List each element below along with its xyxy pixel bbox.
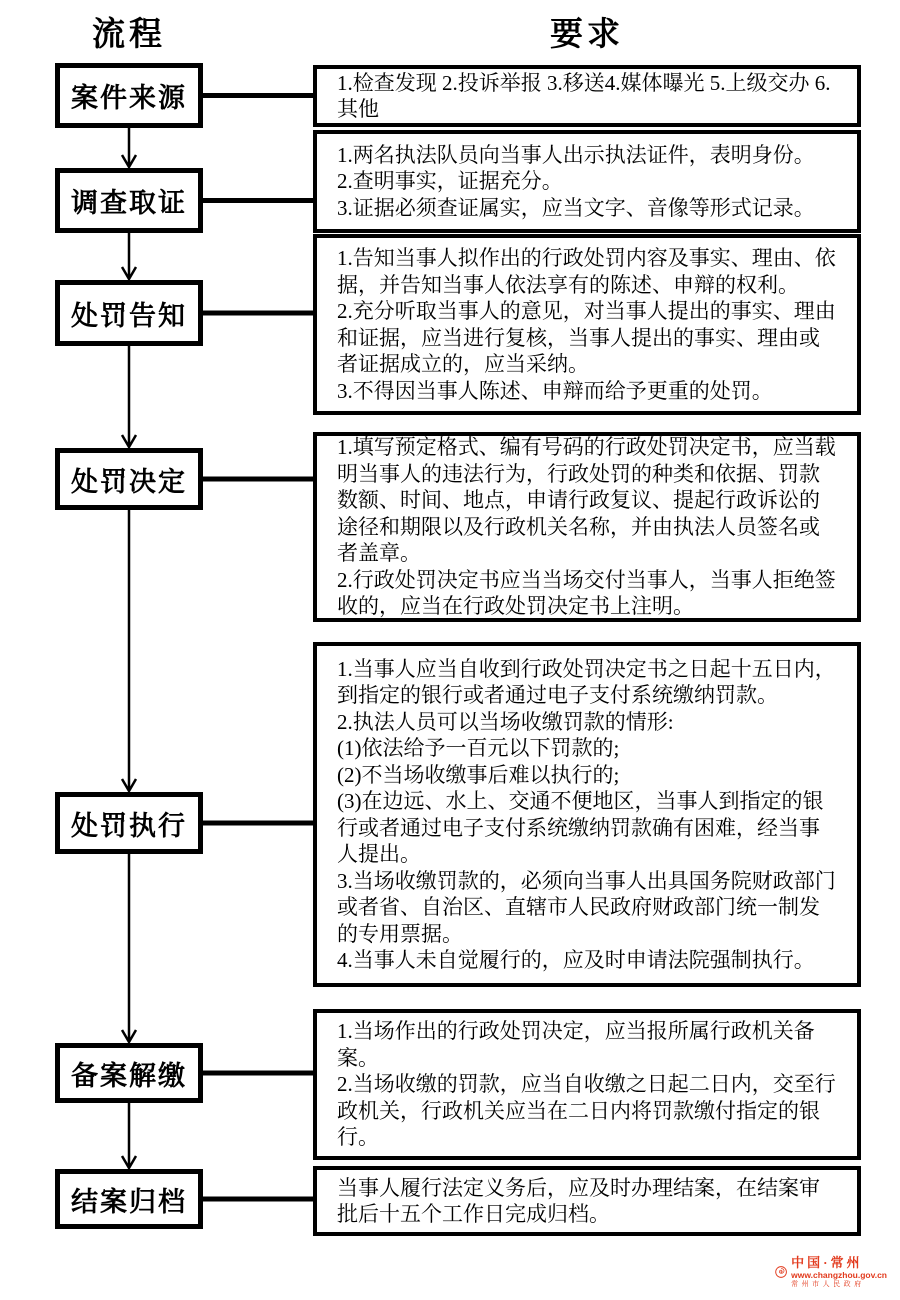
requirement-item: 1.两名执法队员向当事人出示执法证件，表明身份。: [337, 142, 815, 167]
requirement-item: 1.填写预定格式、编有号码的行政处罚决定书，应当载明当事人的违法行为，行政处罚的种类和依据、罚款数额、时间、地点，申请行政复议、提起行政诉讼的途径和期限以及行政机关名称，并由执法人员签名或者盖章。: [337, 435, 836, 566]
requirement-box-penalty-execution: [313, 642, 861, 987]
flow-node-penalty-notice: [55, 280, 203, 346]
gov-logo-subtitle: 常州市人民政府: [791, 1280, 865, 1289]
down-arrow-icon: [122, 852, 136, 1042]
requirement-box-penalty-notice: [313, 234, 861, 415]
requirement-item: 1.告知当事人拟作出的行政处罚内容及事实、理由、依据，并告知当事人依法享有的陈述、申辩的权利。: [337, 246, 836, 297]
requirement-box-investigation: [313, 130, 861, 233]
requirement-item: 当事人履行法定义务后，应及时办理结案，在结案审批后十五个工作日完成归档。: [337, 1175, 820, 1226]
down-arrow-icon: [122, 1101, 136, 1168]
requirement-box-penalty-decision: [313, 432, 861, 622]
requirement-item: 1.当事人应当自收到行政处罚决定书之日起十五日内，到指定的银行或者通过电子支付系统缴纳罚款。: [337, 656, 836, 707]
gov-logo-url: www.changzhou.gov.cn: [791, 1269, 887, 1280]
process-column-header: 流程: [92, 17, 166, 53]
requirement-item: 3.不得因当事人陈述、申辩而给予更重的处罚。: [337, 378, 773, 403]
gov-logo: [775, 1252, 887, 1292]
flow-node-label: 案件来源: [71, 83, 187, 113]
horizontal-connector-lines: [200, 96, 317, 1200]
gov-logo-title: 中国·常州: [791, 1254, 863, 1270]
requirement-item: (1)依法给予一百元以下罚款的;: [337, 736, 620, 760]
dragon-seal-icon: [775, 1255, 787, 1289]
gov-logo-text: [791, 1256, 887, 1289]
down-arrow-icon: [122, 508, 136, 791]
down-arrow-icon: [122, 344, 136, 447]
flow-node-case-closing: [55, 1169, 203, 1229]
requirement-item: 1.检查发现 2.投诉举报 3.移送4.媒体曝光 5.上级交办 6.其他: [337, 70, 831, 121]
requirement-item: 2.执法人员可以当场收缴罚款的情形:: [337, 709, 674, 734]
requirement-item: 2.充分听取当事人的意见，对当事人提出的事实、理由和证据，应当进行复核，当事人提出的事实、理由或者证据成立的，应当采纳。: [337, 299, 836, 376]
requirements-column-header: 要求: [550, 17, 624, 53]
requirement-item: 3.当场收缴罚款的，必须向当事人出具国务院财政部门或者省、自治区、直辖市人民政府财政部门统一制发的专用票据。: [337, 868, 836, 946]
requirement-item: 1.当场作出的行政处罚决定，应当报所属行政机关备案。: [337, 1019, 815, 1070]
requirement-item: 2.行政处罚决定书应当当场交付当事人，当事人拒绝签收的，应当在行政处罚决定书上注明。: [337, 567, 836, 619]
flow-node-filing-remittance: [55, 1043, 203, 1103]
down-arrow-icon: [122, 126, 136, 167]
flow-node-penalty-decision: [55, 448, 203, 510]
flow-node-label: 处罚告知: [71, 300, 187, 331]
requirement-item: (2)不当场收缴事后难以执行的;: [337, 762, 620, 787]
requirement-item: 4.当事人未自觉履行的，应及时申请法院强制执行。: [337, 948, 815, 972]
flow-node-penalty-execution: [55, 792, 203, 854]
flow-node-case-source: [55, 63, 203, 128]
requirement-box-filing-remittance: [313, 1009, 861, 1160]
flow-node-label: 处罚决定: [71, 466, 187, 497]
requirement-item: (3)在边远、水上、交通不便地区，当事人到指定的银行或者通过电子支付系统缴纳罚款确有困难，经当事人提出。: [337, 789, 824, 866]
requirement-item: 2.当场收缴的罚款，应当自收缴之日起二日内，交至行政机关，行政机关应当在二日内将罚款缴付指定的银行。: [337, 1072, 836, 1150]
requirement-item: 2.查明事实，证据充分。: [337, 169, 563, 194]
requirement-box-case-source: [313, 65, 861, 127]
flow-node-label: 处罚执行: [71, 810, 187, 841]
requirement-item: 3.证据必须查证属实，应当文字、音像等形式记录。: [337, 195, 815, 220]
flow-node-label: 调查取证: [71, 188, 187, 218]
flow-node-label: 结案归档: [71, 1186, 187, 1217]
down-arrow-icon: [122, 231, 136, 279]
requirement-box-case-closing: [313, 1166, 861, 1236]
flow-node-investigation: [55, 168, 203, 233]
flow-node-label: 备案解缴: [71, 1060, 187, 1091]
